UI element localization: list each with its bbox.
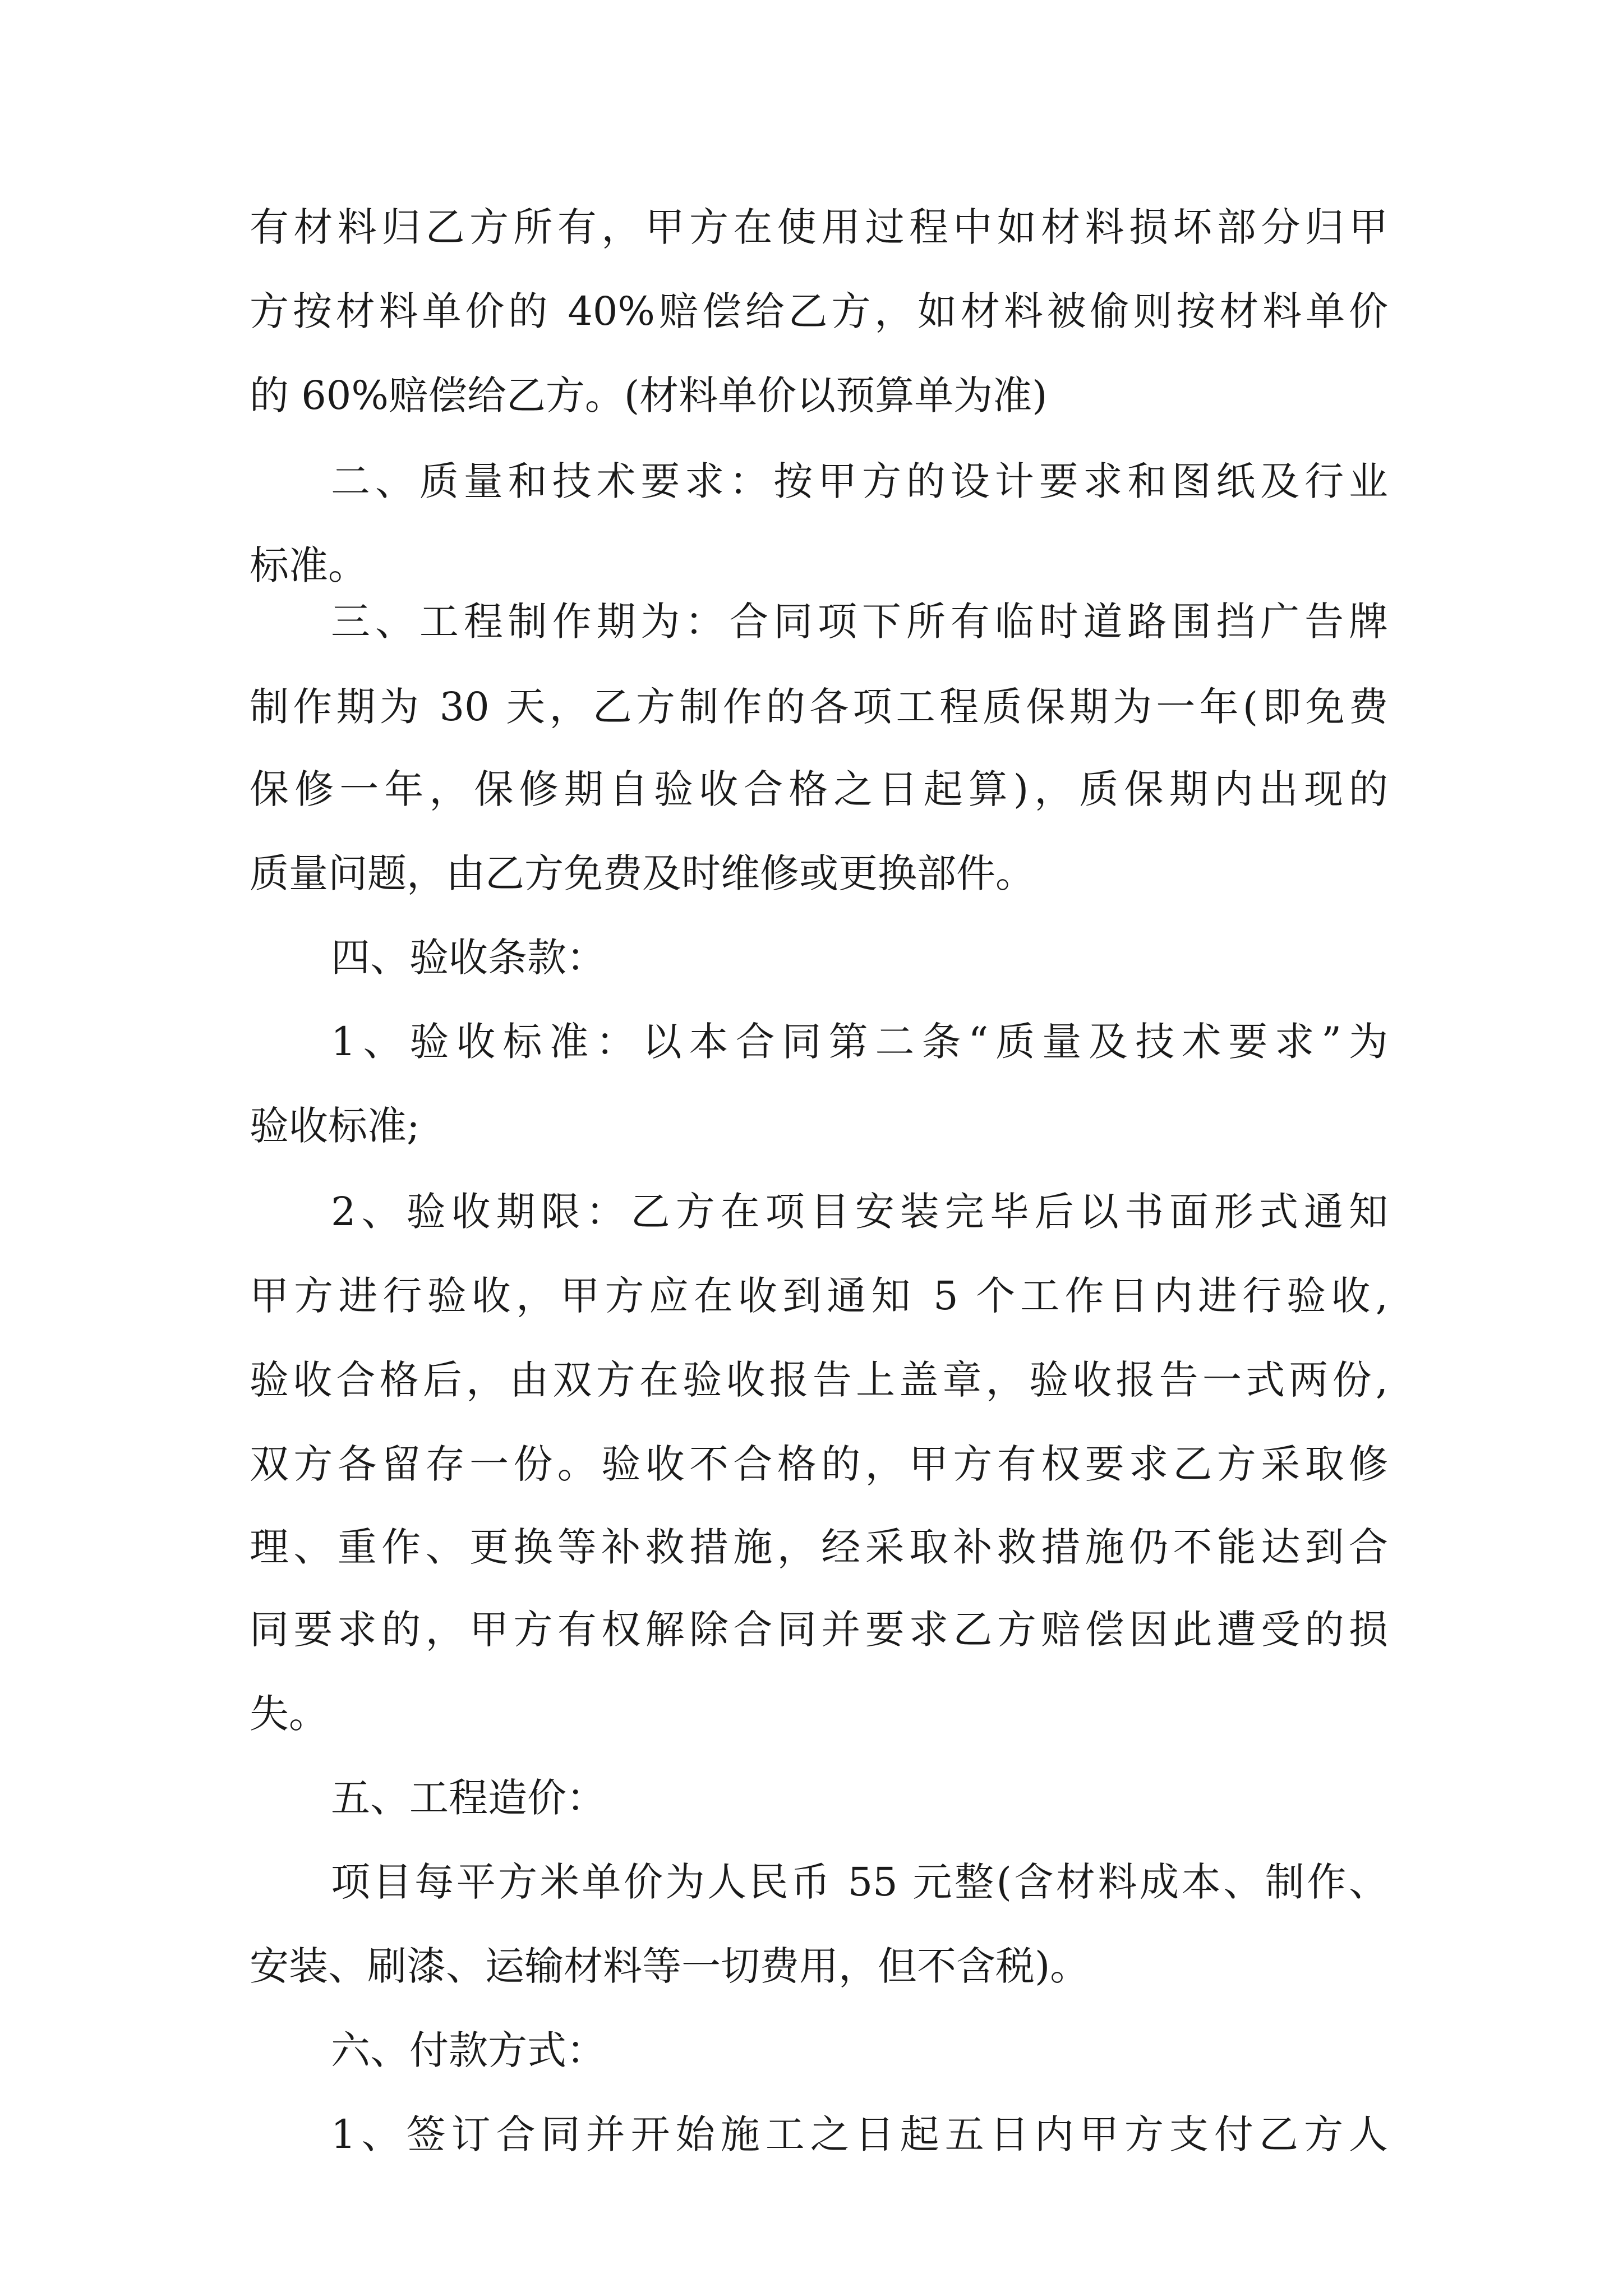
text-line: 安装、刷漆、运输材料等一切费用，但不含税)。 — [250, 1943, 1090, 1989]
text-line: 质量问题，由乙方免费及时维修或更换部件。 — [250, 850, 1035, 896]
text-line: 三、工程制作期为：合同项下所有临时道路围挡广告牌 — [331, 599, 1388, 645]
text-line: 失。 — [250, 1691, 328, 1737]
text-line: 验收合格后，由双方在验收报告上盖章，验收报告一式两份, — [250, 1357, 1388, 1403]
text-line: 1、签订合同并开始施工之日起五日内甲方支付乙方人 — [331, 2111, 1388, 2157]
text-line: 甲方进行验收，甲方应在收到通知 5 个工作日内进行验收, — [250, 1273, 1388, 1319]
text-line: 二、质量和技术要求：按甲方的设计要求和图纸及行业 — [331, 458, 1388, 504]
text-line: 六、付款方式： — [331, 2027, 606, 2073]
text-line: 同要求的，甲方有权解除合同并要求乙方赔偿因此遭受的损 — [250, 1607, 1388, 1653]
text-line: 的 60%赔偿给乙方。(材料单价以预算单为准) — [250, 372, 1048, 418]
text-line: 标准。 — [250, 542, 367, 588]
text-line: 双方各留存一份。验收不合格的，甲方有权要求乙方采取修 — [250, 1441, 1388, 1487]
text-line: 验收标准; — [250, 1103, 420, 1149]
text-line: 项目每平方米单价为人民币 55 元整(含材料成本、制作、 — [331, 1859, 1388, 1905]
text-line: 制作期为 30 天，乙方制作的各项工程质保期为一年(即免费 — [250, 684, 1388, 730]
text-line: 方按材料单价的 40%赔偿给乙方，如材料被偷则按材料单价 — [250, 288, 1388, 334]
text-line: 理、重作、更换等补救措施，经采取补救措施仍不能达到合 — [250, 1524, 1388, 1570]
text-line: 2、验收期限：乙方在项目安装完毕后以书面形式通知 — [331, 1189, 1388, 1235]
text-line: 四、验收条款： — [331, 935, 606, 981]
text-line: 五、工程造价： — [331, 1775, 606, 1821]
text-line: 有材料归乙方所有，甲方在使用过程中如材料损坏部分归甲 — [250, 204, 1388, 250]
text-line: 1、验收标准：以本合同第二条“质量及技术要求”为 — [331, 1019, 1388, 1065]
text-line: 保修一年，保修期自验收合格之日起算)，质保期内出现的 — [250, 766, 1388, 812]
